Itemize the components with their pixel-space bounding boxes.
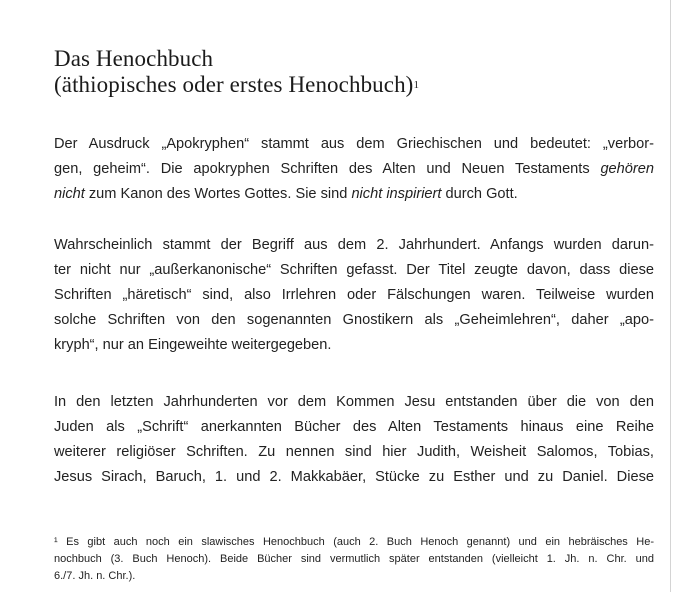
- text-line: ter nicht nur „außerkanonische“ Schriften gefasst. Der Titel zeugte davon, dass diese: [54, 262, 654, 278]
- page-title: [54, 46, 654, 102]
- footnote: [54, 534, 654, 585]
- text-line: Jesus Sirach, Baruch, 1. und 2. Makkabäer, Stücke zu Esther und zu Daniel. Diese: [54, 469, 654, 485]
- footnote-line: nochbuch (3. Buch Henoch). Beide Bücher sind vermutlich später entstanden (vielleicht 1. Jh. n. Chr. und: [54, 553, 654, 565]
- text-line: kryph“, nur an Eingeweihte weitergegeben.: [54, 337, 332, 353]
- text-line: [54, 157, 654, 182]
- emphasis: nicht: [54, 186, 85, 202]
- paragraph-apokryphen: [54, 132, 654, 207]
- text-line: Schriften „häretisch“ sind, also Irrlehren oder Fälschungen waren. Teilweise wurden: [54, 287, 654, 303]
- text-line: Juden als „Schrift“ anerkannten Bücher des Alten Testaments hinaus eine Reihe: [54, 419, 654, 435]
- footnote-line: ¹ Es gibt auch noch ein slawisches Henochbuch (auch 2. Buch Henoch genannt) und ein hebräisches He-: [54, 536, 654, 548]
- emphasis: nicht inspiriert: [351, 186, 442, 202]
- text-line: Der Ausdruck „Apokryphen“ stammt aus dem Griechischen und bedeutet: „verbor-: [54, 136, 654, 152]
- page-edge-divider: [670, 0, 671, 592]
- text-line: In den letzten Jahrhunderten vor dem Kommen Jesu entstanden über die von den: [54, 394, 654, 410]
- title-line-2: (äthiopisches oder erstes Henochbuch): [54, 72, 414, 97]
- text-line: Wahrscheinlich stammt der Begriff aus dem 2. Jahrhundert. Anfangs wurden darun-: [54, 237, 654, 253]
- text-line: solche Schriften von den sogenannten Gnostikern als „Geheimlehren“, daher „apo-: [54, 312, 654, 328]
- emphasis: gehören: [600, 161, 654, 177]
- text-run: gen, geheim“. Die apokryphen Schriften des Alten und Neuen Testaments: [54, 161, 601, 177]
- footnote-reference[interactable]: 1: [413, 79, 420, 91]
- paragraph-begriff: [54, 233, 654, 358]
- text-line: weiterer religiöser Schriften. Zu nennen sind hier Judith, Weisheit Salomos, Tobias,: [54, 444, 654, 460]
- text-run: zum Kanon des Wortes Gottes. Sie sind: [84, 186, 352, 202]
- text-run: durch Gott.: [441, 186, 518, 202]
- footnote-line: 6./7. Jh. n. Chr.).: [54, 570, 136, 582]
- text-line: [54, 182, 654, 207]
- title-line-1: Das Henochbuch: [54, 46, 214, 71]
- paragraph-letzte-jahrhunderte: [54, 390, 654, 490]
